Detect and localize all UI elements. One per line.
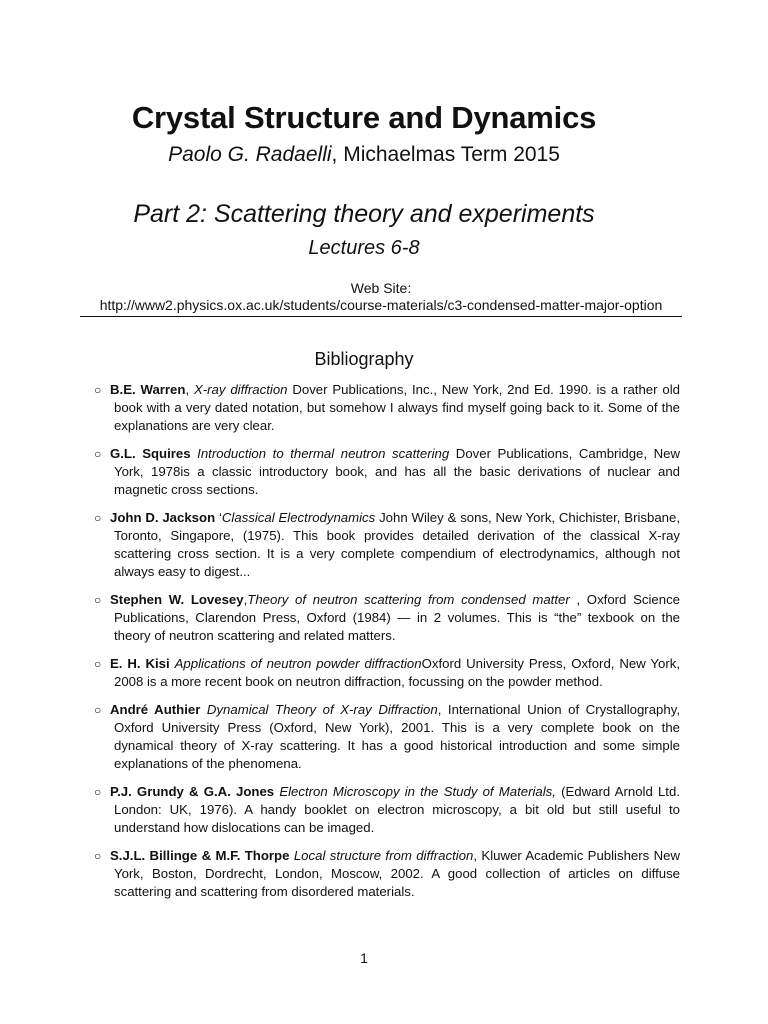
entry-description: , Oxford Science Publications, Clarendon Press, Oxford (1984) — in 2 volumes. This is “the” texbook on the theory of neutron scattering and related matters. <box>114 592 681 643</box>
entry-title: Applications of neutron powder diffraction <box>174 656 422 671</box>
bullet-icon: ○ <box>94 849 102 863</box>
part-title: Part 2: Scattering theory and experiments <box>133 200 595 228</box>
entry-separator: ‘ <box>215 510 222 525</box>
bibliography-entry <box>78 701 680 773</box>
entry-title: Electron Microscopy in the Study of Materials, <box>279 784 556 799</box>
bibliography-entry <box>78 847 680 901</box>
entry-title: Introduction to thermal neutron scattering <box>197 446 450 461</box>
bullet-icon: ○ <box>94 703 102 717</box>
entry-separator: , <box>243 592 248 607</box>
author-name: Paolo G. Radaelli <box>168 143 332 166</box>
bibliography-heading: Bibliography <box>314 349 414 369</box>
bibliography-entry <box>78 381 680 435</box>
website-label: Web Site: <box>350 280 412 296</box>
bullet-icon: ○ <box>94 657 102 671</box>
entry-authors: John D. Jackson <box>110 510 216 525</box>
entry-description: , Kluwer Academic Publishers New York, Boston, Dordrecht, London, Moscow, 2002. A good collection of articles on diffuse scattering and scattering from disordered materials. <box>114 848 681 899</box>
entry-description: Dover Publications, Cambridge, New York, 1978is a classic introductory book, and has all the basic derivations of nuclear and magnetic cross sections. <box>114 446 680 497</box>
entry-authors: E. H. Kisi <box>110 656 170 671</box>
bibliography-entry <box>78 655 680 691</box>
bullet-icon: ○ <box>94 383 102 397</box>
entry-authors: André Authier <box>110 702 201 717</box>
entry-authors: Stephen W. Lovesey <box>110 592 244 607</box>
entry-description: Dover Publications, Inc., New York, 2nd Ed. 1990. is a rather old book with a very dated notation, but somehow I always find myself going back to it. Some of the explanations are very clear. <box>114 382 680 433</box>
website-url-link[interactable]: http://www2.physics.ox.ac.uk/students/course-materials/c3-condensed-matter-major-option <box>80 297 682 317</box>
entry-description: John Wiley & sons, New York, Chichister, Brisbane, Toronto, Singapore, (1975). This book provides detailed derivation of the classical X-ray scattering cross section. It is a very complete compendium of electrodynamics, although not always easy to digest... <box>114 510 681 579</box>
entry-authors: P.J. Grundy & G.A. Jones <box>110 784 275 799</box>
bibliography-entry <box>78 509 680 581</box>
entry-title: Theory of neutron scattering from condensed matter <box>247 592 570 607</box>
entry-title: Dynamical Theory of X-ray Diffraction <box>206 702 438 717</box>
bullet-icon: ○ <box>94 511 102 525</box>
bibliography-entry <box>78 591 680 645</box>
bullet-icon: ○ <box>94 785 102 799</box>
bullet-icon: ○ <box>94 593 102 607</box>
entry-description: , International Union of Crystallography, Oxford University Press (Oxford, New York), 2001. This is a very complete book on the dynamical theory of X-ray scattering. It has a good historical introduction and some simple explanations of the phenomena. <box>114 702 680 771</box>
entry-description: (Edward Arnold Ltd. London: UK, 1976). A handy booklet on electron microscopy, a bit old but still useful to understand how dislocations can be imaged. <box>114 784 680 835</box>
entry-separator <box>200 702 207 717</box>
entry-authors: S.J.L. Billinge & M.F. Thorpe <box>110 848 290 863</box>
entry-title: Local structure from diffraction <box>293 848 474 863</box>
entry-description: Oxford University Press, Oxford, New York, 2008 is a more recent book on neutron diffraction, focussing on the powder method. <box>114 656 681 689</box>
author-line <box>0 143 728 167</box>
lectures-subtitle: Lectures 6-8 <box>308 237 420 259</box>
bibliography-list <box>78 381 680 911</box>
document-title: Crystal Structure and Dynamics <box>131 100 597 135</box>
entry-authors: B.E. Warren <box>110 382 186 397</box>
entry-separator: , <box>185 382 194 397</box>
bibliography-entry <box>78 783 680 837</box>
term: , Michaelmas Term 2015 <box>331 143 560 166</box>
entry-title: Classical Electrodynamics <box>221 510 376 525</box>
bibliography-entry <box>78 445 680 499</box>
entry-title: X-ray diffraction <box>193 382 288 397</box>
bullet-icon: ○ <box>94 447 102 461</box>
entry-authors: G.L. Squires <box>110 446 191 461</box>
page-number: 1 <box>360 950 368 966</box>
